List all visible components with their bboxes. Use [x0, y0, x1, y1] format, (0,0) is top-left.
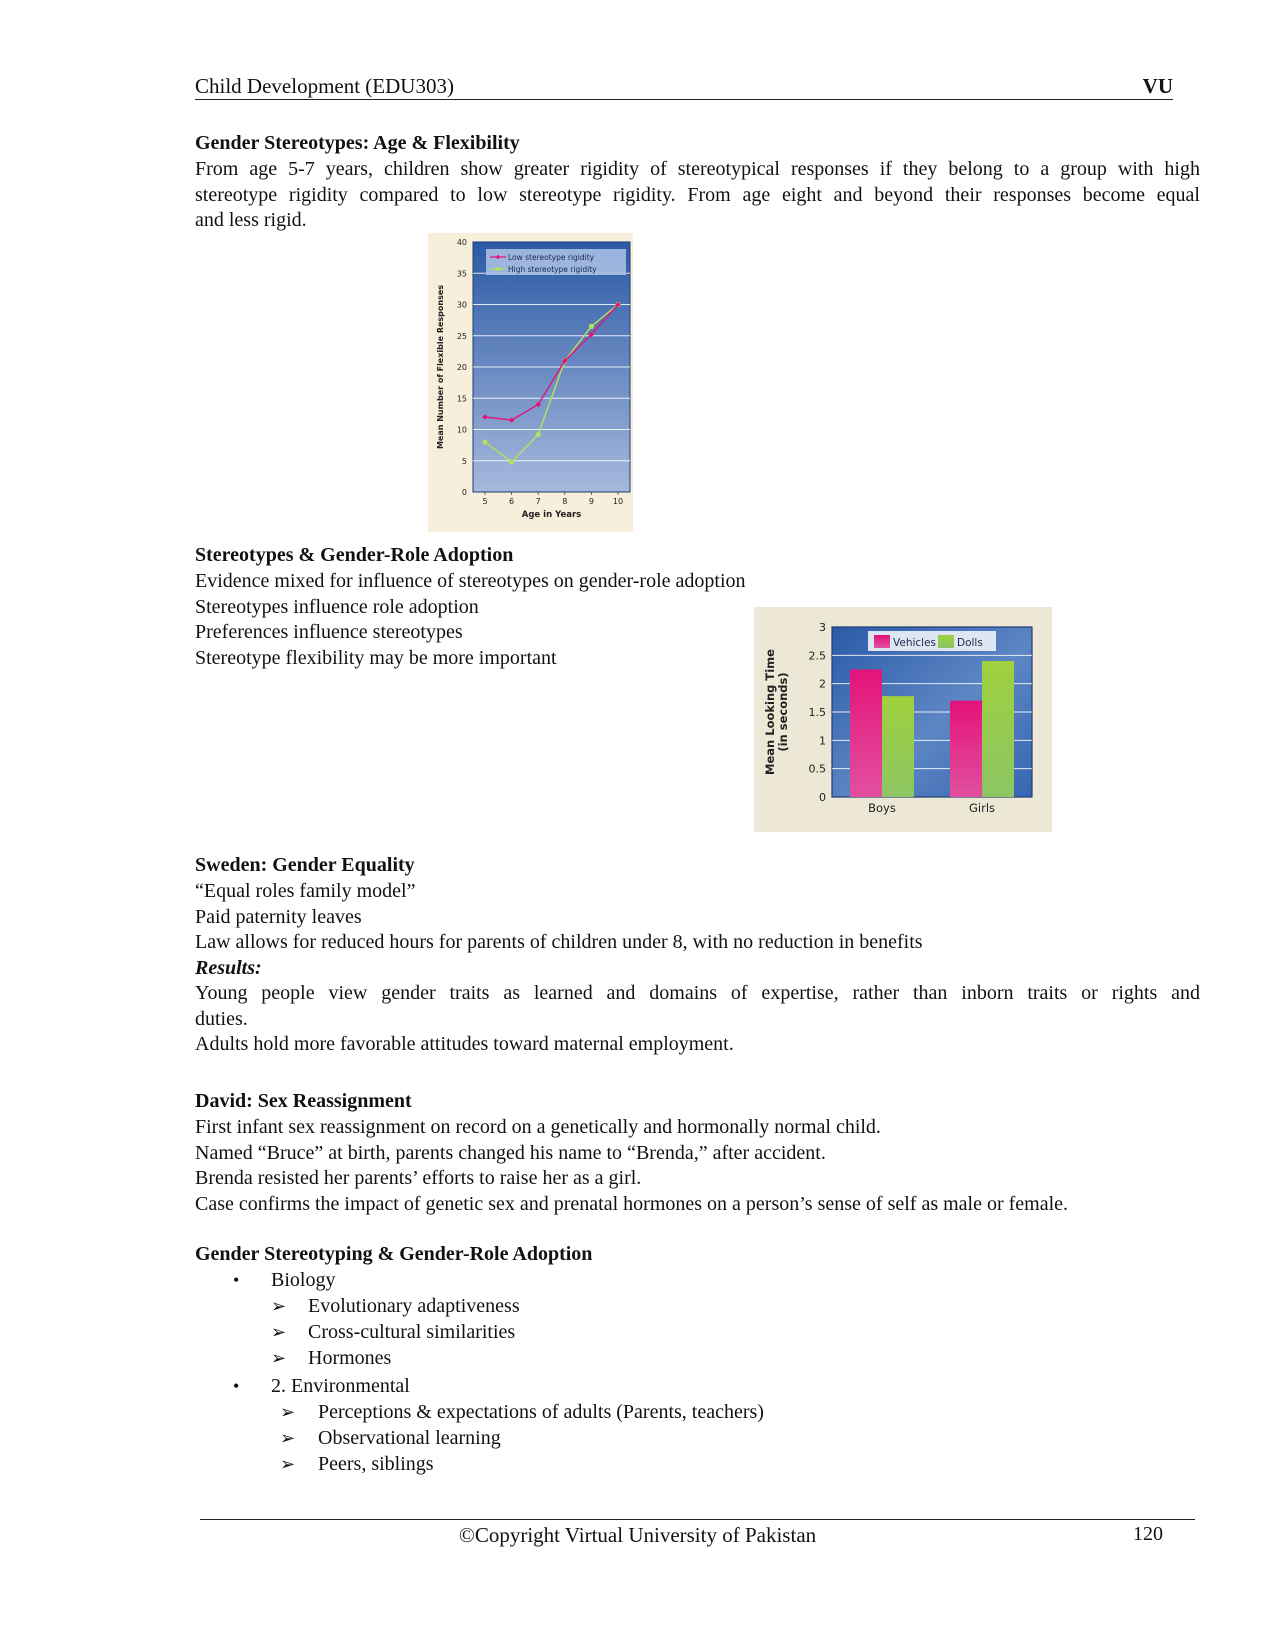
- text-line: Stereotypes influence role adoption: [195, 595, 479, 618]
- sub-item-label: Cross-cultural similarities: [308, 1321, 516, 1343]
- svg-text:6: 6: [509, 497, 515, 506]
- text-line: Paid paternity leaves: [195, 905, 362, 928]
- paragraph-line: and less rigid.: [195, 209, 307, 231]
- svg-text:1: 1: [819, 734, 826, 748]
- svg-text:7: 7: [535, 497, 541, 506]
- page-header: [195, 73, 1173, 100]
- svg-text:0.5: 0.5: [808, 762, 826, 776]
- university-mark: VU: [1142, 74, 1173, 98]
- paragraph-line: From age 5-7 years, children show greater rigidity of stereotypical responses if they belong to a group with high: [195, 158, 1200, 180]
- paragraph-line: stereotype rigidity compared to low stereotype rigidity. From age eight and beyond their responses become equal: [195, 183, 1200, 206]
- svg-text:1.5: 1.5: [808, 706, 826, 719]
- svg-text:Dolls: Dolls: [957, 637, 983, 649]
- svg-text:Mean Looking Time: Mean Looking Time: [763, 649, 777, 775]
- text-line: Evidence mixed for influence of stereotypes on gender-role adoption: [195, 570, 746, 592]
- footer-copyright: ©Copyright Virtual University of Pakistan: [458, 1523, 817, 1547]
- svg-text:8: 8: [562, 497, 568, 506]
- results-label: Results:: [195, 956, 262, 979]
- david-content: [195, 1115, 1068, 1217]
- bullet-icon: •: [233, 1376, 240, 1396]
- sub-item-label: Perceptions & expectations of adults (Parents, teachers): [318, 1401, 764, 1423]
- svg-text:3: 3: [819, 621, 826, 634]
- svg-text:High stereotype rigidity: High stereotype rigidity: [508, 265, 597, 274]
- arrow-bullet-icon: ➢: [271, 1296, 287, 1316]
- svg-text:Girls: Girls: [968, 801, 996, 815]
- svg-text:5: 5: [461, 456, 467, 466]
- svg-text:Mean Number of Flexible Respon: Mean Number of Flexible Responses: [436, 284, 445, 450]
- section-heading-stereotyping: Gender Stereotyping & Gender-Role Adoption: [195, 1243, 593, 1265]
- svg-text:Low stereotype rigidity: Low stereotype rigidity: [508, 253, 595, 262]
- sub-item-label: Observational learning: [318, 1427, 501, 1449]
- svg-text:2.5: 2.5: [808, 649, 826, 663]
- course-title: Child Development (EDU303): [195, 74, 454, 98]
- arrow-bullet-icon: ➢: [271, 1322, 287, 1342]
- text-line: Brenda resisted her parents’ efforts to raise her as a girl.: [195, 1167, 642, 1189]
- svg-text:10: 10: [612, 497, 624, 506]
- role-adoption-lines: [195, 569, 746, 671]
- arrow-bullet-icon: ➢: [280, 1454, 296, 1474]
- text-line: duties.: [195, 1007, 248, 1030]
- sub-item-label: Evolutionary adaptiveness: [308, 1295, 520, 1317]
- list-item-label: Biology: [271, 1269, 336, 1291]
- text-line: First infant sex reassignment on record on a genetically and hormonally normal child.: [195, 1116, 881, 1138]
- list-item-label: 2. Environmental: [271, 1375, 410, 1397]
- text-line: “Equal roles family model”: [195, 880, 416, 902]
- line-chart-svg: [428, 233, 633, 532]
- svg-text:20: 20: [456, 363, 467, 372]
- section-heading-sweden: Sweden: Gender Equality: [195, 854, 415, 876]
- svg-text:Age in Years: Age in Years: [521, 510, 582, 520]
- text-line: Law allows for reduced hours for parents of children under 8, with no reduction in benefits: [195, 931, 923, 953]
- svg-text:(in seconds): (in seconds): [776, 672, 790, 752]
- sub-item-label: Hormones: [308, 1347, 392, 1369]
- text-line: Preferences influence stereotypes: [195, 621, 463, 643]
- text-line: Adults hold more favorable attitudes toward maternal employment.: [195, 1033, 734, 1055]
- arrow-bullet-icon: ➢: [271, 1348, 287, 1368]
- svg-text:35: 35: [456, 269, 467, 279]
- bar-chart-svg: [754, 607, 1052, 832]
- svg-text:2: 2: [819, 677, 826, 691]
- svg-text:0: 0: [461, 488, 467, 497]
- svg-text:15: 15: [456, 394, 467, 404]
- arrow-bullet-icon: ➢: [280, 1402, 296, 1422]
- svg-text:40: 40: [456, 238, 467, 247]
- text-line: Young people view gender traits as learned and domains of expertise, rather than inborn traits or rights and: [195, 982, 1200, 1004]
- bar-chart-looking-time: [754, 607, 1052, 832]
- sweden-content: [195, 879, 1200, 1058]
- bullet-icon: •: [233, 1270, 240, 1290]
- arrow-bullet-icon: ➢: [280, 1428, 296, 1448]
- svg-text:Vehicles: Vehicles: [893, 637, 937, 649]
- svg-text:0: 0: [819, 791, 826, 804]
- section-heading-role-adoption: Stereotypes & Gender-Role Adoption: [195, 544, 514, 566]
- svg-text:5: 5: [482, 497, 488, 506]
- page-number: 120: [1133, 1523, 1163, 1545]
- text-line: Case confirms the impact of genetic sex and prenatal hormones on a person’s sense of self as male or female.: [195, 1192, 1069, 1215]
- section-heading-david: David: Sex Reassignment: [195, 1090, 412, 1112]
- sub-item-label: Peers, siblings: [318, 1453, 434, 1475]
- section-heading-age-flexibility: Gender Stereotypes: Age & Flexibility: [195, 132, 520, 154]
- svg-text:9: 9: [588, 497, 594, 506]
- svg-text:25: 25: [456, 331, 467, 341]
- text-line: Stereotype flexibility may be more important: [195, 646, 557, 669]
- text-line: Named “Bruce” at birth, parents changed his name to “Brenda,” after accident.: [195, 1141, 826, 1164]
- svg-text:10: 10: [456, 425, 467, 435]
- svg-text:30: 30: [456, 300, 467, 310]
- age-flexibility-paragraph: [195, 157, 1200, 234]
- line-chart-flexible-responses: [428, 233, 633, 532]
- footer-rule: [200, 1519, 1195, 1520]
- svg-text:Boys: Boys: [868, 801, 896, 815]
